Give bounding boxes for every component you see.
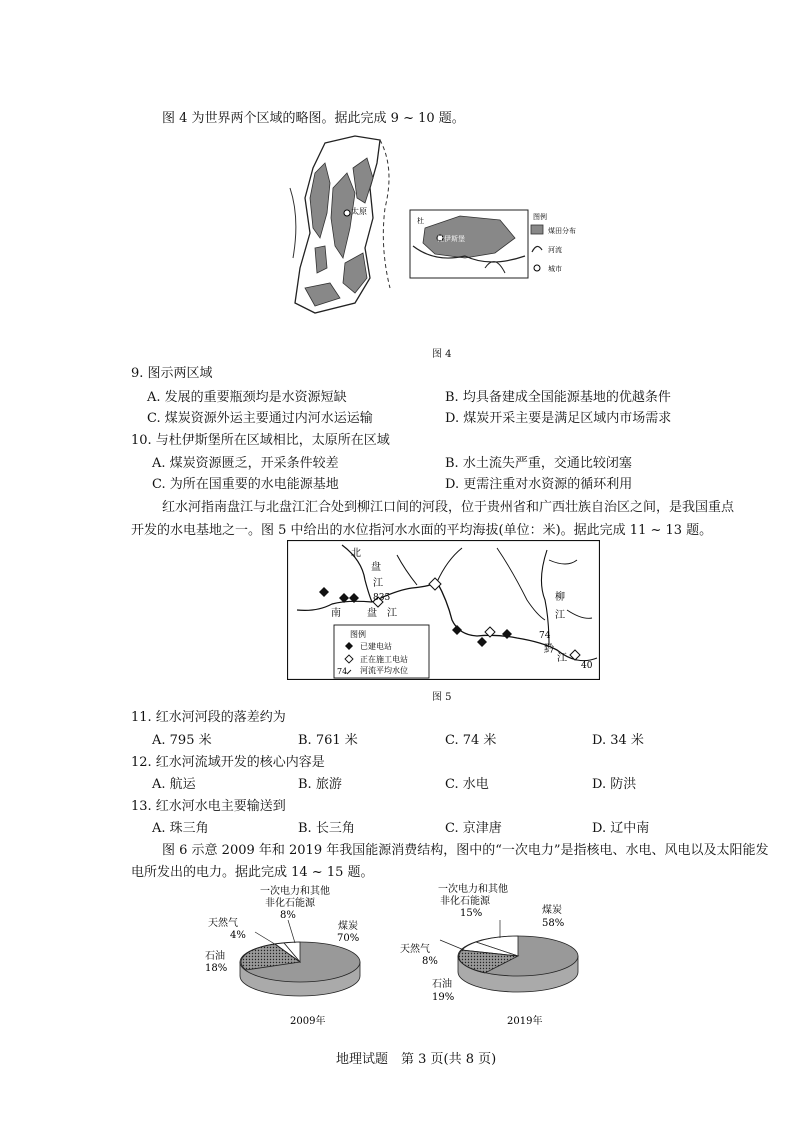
pie-2009-oil-pct: 18%	[205, 963, 228, 974]
value-74: 74	[539, 631, 551, 641]
fig5-legend-level-num: 74	[337, 667, 348, 676]
pie-2019-primary-label-1: 一次电力和其他	[438, 884, 508, 895]
legend-city-symbol	[534, 265, 540, 271]
q12-option-b: B. 旅游	[298, 777, 342, 792]
q9-option-b: B. 均具备建成全国能源基地的优越条件	[445, 390, 671, 405]
figure-5-map	[287, 540, 600, 680]
fig5-legend-title: 图例	[350, 630, 366, 639]
legend-coal-swatch	[531, 225, 543, 234]
q9-stem: 9. 图示两区域	[131, 366, 213, 381]
label-liu: 柳	[555, 592, 565, 603]
q10-option-a: A. 煤炭资源匮乏，开采条件较差	[152, 456, 339, 471]
label-pan-1: 盘	[371, 562, 381, 573]
pie-2009-coal-label: 煤炭	[338, 921, 358, 932]
label-bei: 北	[351, 548, 361, 559]
q11-option-c: C. 74 米	[445, 733, 497, 748]
q12-stem: 12. 红水河流域开发的核心内容是	[131, 755, 325, 770]
pie-2009-year: 2009年	[290, 1016, 326, 1027]
fig5-legend-built: 已建电站	[360, 642, 392, 651]
ruhr-region-map	[410, 210, 528, 278]
pie-2019-primary-pct: 15%	[460, 908, 483, 919]
label-qian: 黔	[544, 644, 554, 655]
pie-2009-gas-pct: 4%	[230, 930, 246, 941]
q13-option-a: A. 珠三角	[152, 821, 209, 836]
fig5-legend-level: 河流平均水位	[360, 666, 408, 675]
fig4-caption: 图 4	[432, 349, 452, 360]
label-nan: 南	[331, 608, 341, 619]
label-jiang-1: 江	[373, 578, 383, 589]
q9-option-a: A. 发展的重要瓶颈均是水资源短缺	[147, 390, 347, 405]
q13-stem: 13. 红水河水电主要输送到	[131, 799, 286, 814]
intro-fig5-line2: 开发的水电基地之一。图 5 中给出的水位指河水水面的平均海拔(单位：米)。据此完成 11 ~ 13 题。	[131, 523, 713, 538]
q11-option-a: A. 795 米	[152, 733, 212, 748]
q11-option-d: D. 34 米	[592, 733, 644, 748]
intro-fig6-line2: 电所发出的电力。据此完成 14 ~ 15 题。	[131, 865, 374, 880]
pie-2009-gas-label: 天然气	[208, 918, 238, 929]
pie-2019-coal-pct: 58%	[542, 918, 565, 929]
pie-2009-primary-label-2: 非化石能源	[265, 898, 315, 909]
label-duisburg: 杜伊斯堡	[437, 235, 465, 243]
pie-2019-gas-label: 天然气	[400, 944, 430, 955]
value-40: 40	[581, 661, 593, 671]
fig4-legend-coal: 煤田分布	[548, 227, 576, 235]
label-jiang-4: 江	[557, 653, 567, 664]
fig4-legend-title: 图例	[533, 213, 547, 221]
label-du-short: 杜	[417, 217, 424, 225]
pie-2019-oil-label: 石油	[432, 979, 452, 990]
page-footer: 地理试题 第 3 页(共 8 页)	[336, 1052, 497, 1067]
q12-option-c: C. 水电	[445, 777, 489, 792]
label-jiang-2: 江	[387, 608, 397, 619]
pie-2009-primary-pct: 8%	[280, 910, 296, 921]
q13-option-d: D. 辽中南	[592, 821, 650, 836]
q13-option-b: B. 长三角	[298, 821, 355, 836]
shanxi-region-map	[290, 136, 390, 313]
pie-2009-coal-pct: 70%	[337, 933, 360, 944]
q9-option-c: C. 煤炭资源外运主要通过内河水运运输	[147, 411, 373, 426]
q10-option-d: D. 更需注重对水资源的循环利用	[445, 477, 633, 492]
q10-stem: 10. 与杜伊斯堡所在区域相比，太原所在区域	[131, 433, 390, 448]
pie-2009-primary-label-1: 一次电力和其他	[260, 886, 330, 897]
pie-2009-oil-label: 石油	[205, 951, 225, 962]
pie-2019-year: 2019年	[507, 1016, 543, 1027]
intro-fig6-line1: 图 6 示意 2009 年和 2019 年我国能源消费结构，图中的“一次电力”是指核电、水电、风电以及太阳能发	[162, 843, 769, 858]
intro-fig5-line1: 红水河指南盘江与北盘江汇合处到柳江口间的河段，位于贵州省和广西壮族自治区之间，是我国重点	[162, 500, 735, 515]
q9-option-d: D. 煤炭开采主要是满足区域内市场需求	[445, 411, 672, 426]
q11-stem: 11. 红水河河段的落差约为	[131, 710, 286, 725]
legend-river-symbol	[532, 246, 542, 252]
q10-option-c: C. 为所在国重要的水电能源基地	[152, 477, 339, 492]
q10-option-b: B. 水土流失严重，交通比较闭塞	[445, 456, 632, 471]
pie-2019	[440, 920, 578, 992]
q13-option-c: C. 京津唐	[445, 821, 502, 836]
fig5-caption: 图 5	[432, 692, 452, 703]
fig4-legend-river: 河流	[548, 246, 562, 254]
pie-2019-primary-label-2: 非化石能源	[440, 896, 490, 907]
value-835: 835	[373, 593, 391, 603]
q12-option-a: A. 航运	[152, 777, 196, 792]
intro-fig4: 图 4 为世界两个区域的略图。据此完成 9 ~ 10 题。	[162, 111, 465, 126]
label-pan-2: 盘	[367, 608, 377, 619]
fig4-legend-city: 城市	[548, 265, 562, 273]
pie-2019-oil-pct: 19%	[432, 992, 455, 1003]
label-jiang-3: 江	[555, 610, 565, 621]
pie-2019-coal-label: 煤炭	[542, 905, 562, 916]
label-taiyuan: 太原	[351, 207, 367, 216]
fig5-legend-building: 正在施工电站	[360, 655, 408, 664]
q11-option-b: B. 761 米	[298, 733, 358, 748]
figure-6-pies	[200, 880, 600, 1030]
q12-option-d: D. 防洪	[592, 777, 637, 792]
figure-4-map	[285, 128, 595, 318]
pie-2019-gas-pct: 8%	[422, 956, 438, 967]
